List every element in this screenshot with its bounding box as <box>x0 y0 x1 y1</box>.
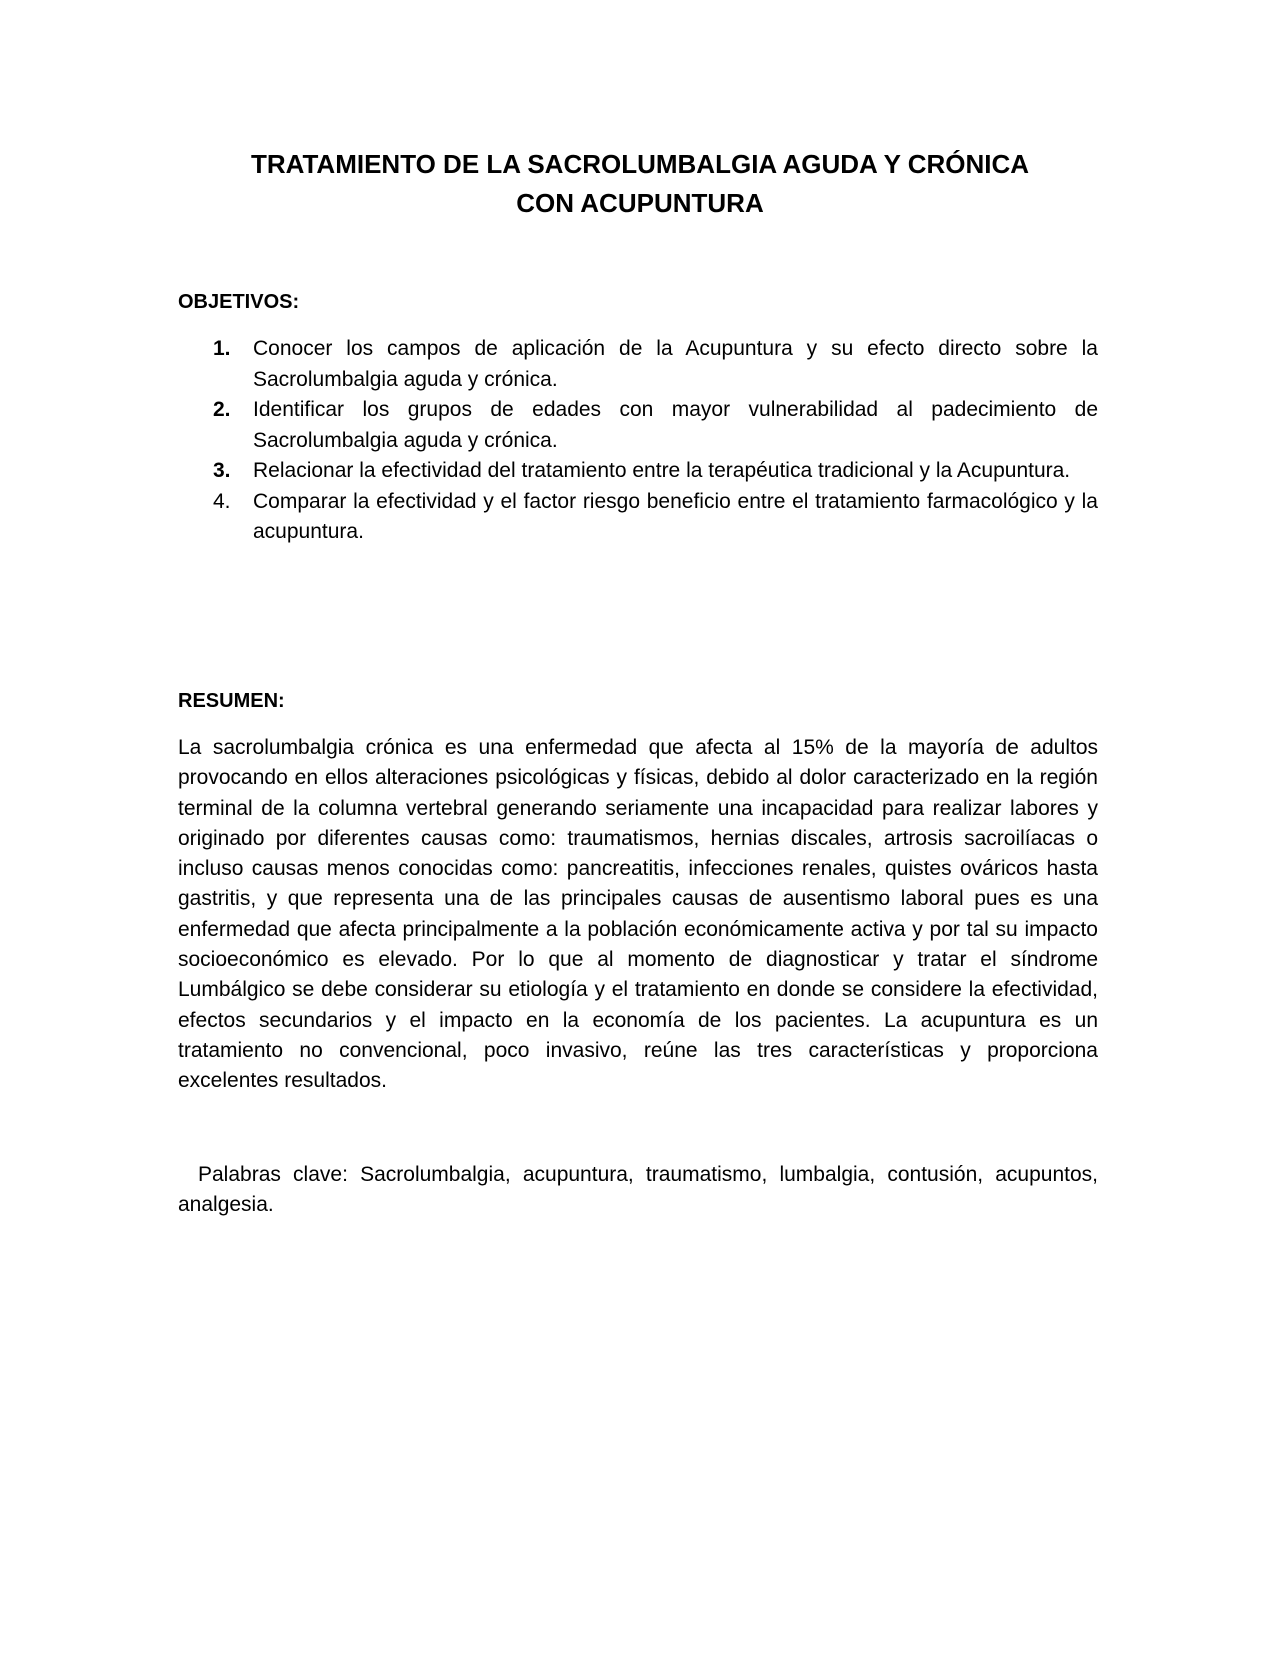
objective-item <box>178 487 1098 548</box>
summary-heading: RESUMEN: <box>178 690 285 712</box>
title-line-1: TRATAMIENTO DE LA SACROLUMBALGIA AGUDA Y CRÓNICA <box>250 149 1030 179</box>
summary-paragraph: La sacrolumbalgia crónica es una enfermedad que afecta al 15% de la mayoría de adultos provocando en ellos alteraciones psicológicas y físicas, debido al dolor caracterizado en la región terminal de la columna vertebral generando seriamente una incapacidad para realizar labores y originado por diferentes causas como: traumatismos, hernias discales, artrosis sacroilíacas o incluso causas menos conocidas como: pancreatitis, infecciones renales, quistes ováricos hasta gastritis, y que representa una de las principales causas de ausentismo laboral pues es una enfermedad que afecta principalmente a la población económicamente activa y por tal su impacto socioeconómico es elevado. Por lo que al momento de diagnosticar y tratar el síndrome Lumbálgico se debe considerar su etiología y el tratamiento en donde se considere la efectividad, efectos secundarios y el impacto en la economía de los pacientes. La acupuntura es un tratamiento no convencional, poco invasivo, reúne las tres características y proporciona excelentes resultados. <box>178 736 1098 1093</box>
objectives-list <box>178 334 1098 548</box>
objective-text: Identificar los grupos de edades con mayor vulnerabilidad al padecimiento de Sacrolumbalgia aguda y crónica. <box>253 398 1098 452</box>
objective-text: Relacionar la efectividad del tratamiento entre la terapéutica tradicional y la Acupuntura. <box>253 459 1071 482</box>
objective-text: Conocer los campos de aplicación de la Acupuntura y su efecto directo sobre la Sacrolumbalgia aguda y crónica. <box>253 337 1098 391</box>
objectives-heading: OBJETIVOS: <box>178 291 300 313</box>
document-title <box>178 145 1102 223</box>
objective-number: 2. <box>213 398 231 421</box>
objective-number: 1. <box>213 337 231 360</box>
objective-item <box>178 456 1098 487</box>
objective-number: 4. <box>213 489 231 513</box>
objective-number: 3. <box>213 459 231 482</box>
objective-item <box>178 395 1098 456</box>
objective-text: Comparar la efectividad y el factor riesgo beneficio entre el tratamiento farmacológico y la acupuntura. <box>253 489 1098 543</box>
objective-item <box>178 334 1098 395</box>
title-line-2: CON ACUPUNTURA <box>516 188 764 218</box>
keywords-paragraph: Palabras clave: Sacrolumbalgia, acupuntura, traumatismo, lumbalgia, contusión, acupuntos, analgesia. <box>178 1163 1098 1217</box>
